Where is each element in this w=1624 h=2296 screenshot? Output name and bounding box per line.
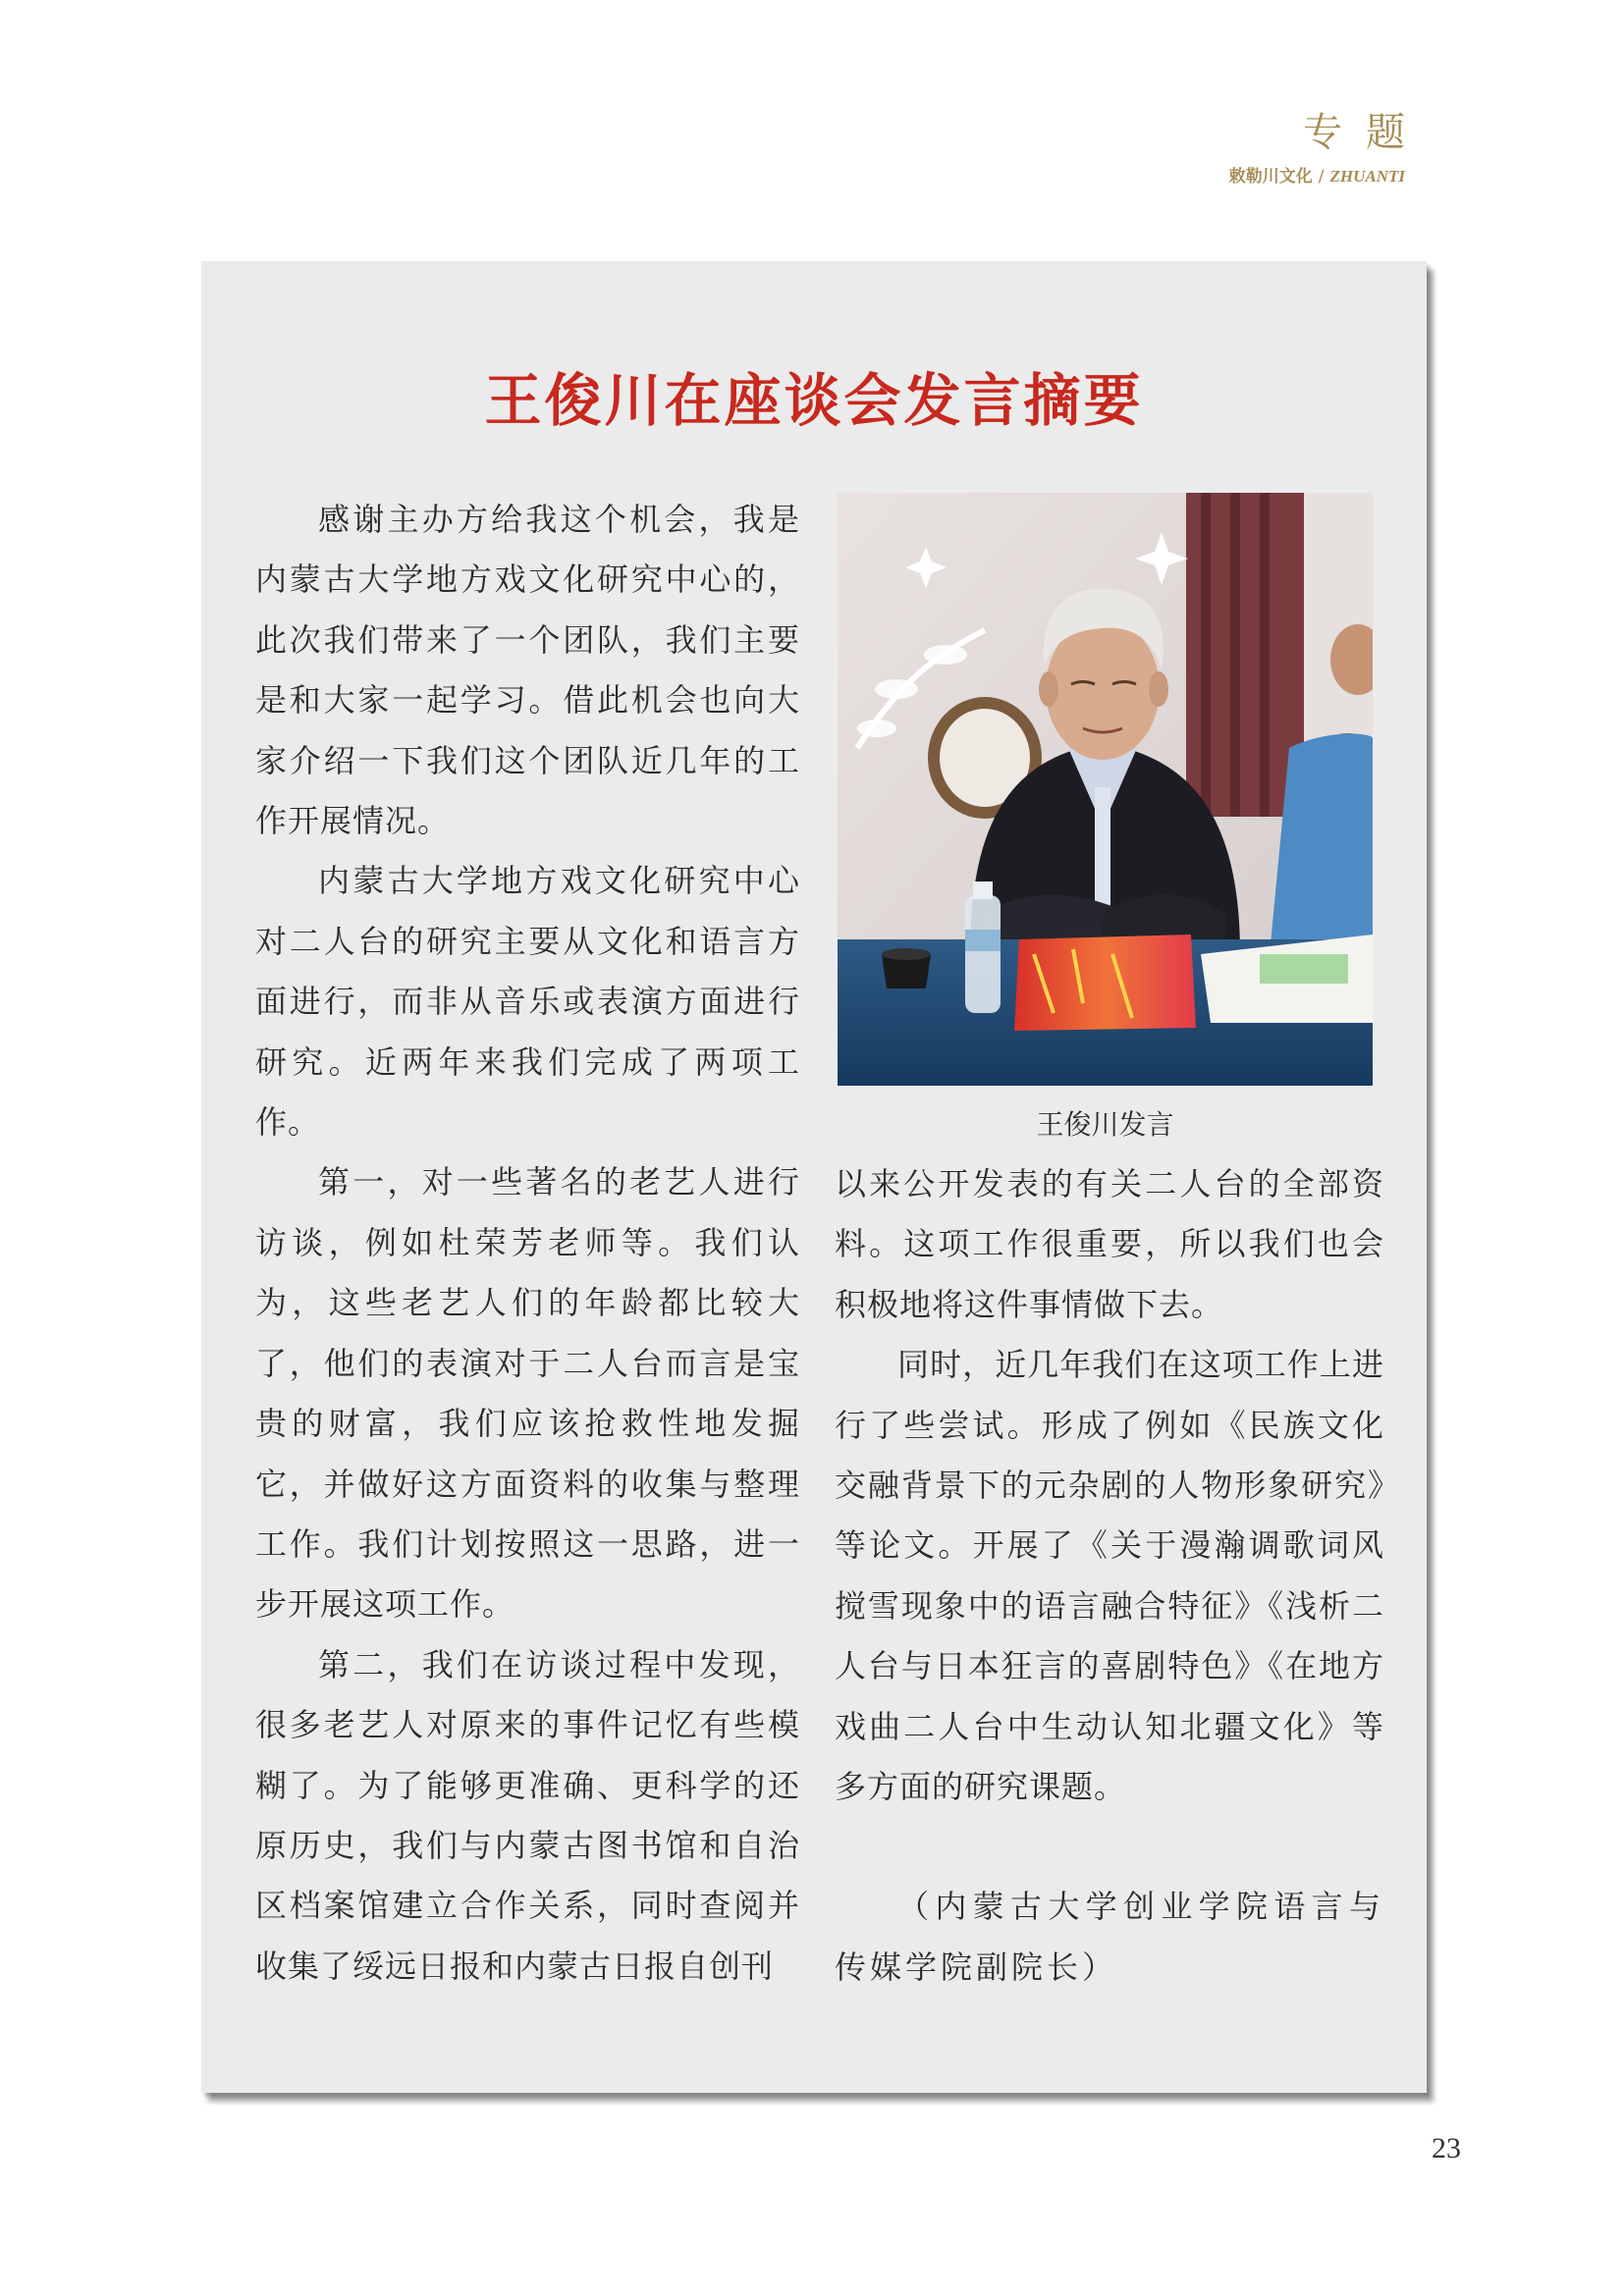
left-column <box>255 490 800 1997</box>
page-header <box>1228 110 1429 187</box>
section-name-en: ZHUANTI <box>1329 167 1405 186</box>
article-panel <box>201 261 1427 2093</box>
paragraph: 第二，我们在访谈过程中发现，很多老艺人对原来的事件记忆有些模糊了。为了能够更准确、更科学的还原历史，我们与内蒙古图书馆和自治区档案馆建立合作关系，同时查阅并收集了绥远日报和内蒙古日报自创刊 <box>255 1645 800 1985</box>
photo-illustration <box>838 493 1373 1086</box>
page-number: 23 <box>1432 2132 1461 2164</box>
section-title: 专题 <box>1303 110 1429 155</box>
photo-caption: 王俊川发言 <box>1036 1108 1174 1141</box>
paragraph: 同时，近几年我们在这项工作上进行了些尝试。形成了例如《民族文化交融背景下的元杂剧的人物形象研究》等论文。开展了《关于漫瀚调歌词风搅雪现象中的语言融合特征》《浅析二人台与日本狂言的喜剧特色》《在地方戏曲二人台中生动认知北疆文化》等多方面的研究课题。 <box>835 1346 1384 1806</box>
paragraph: 感谢主办方给我这个机会，我是内蒙古大学地方戏文化研究中心的，此次我们带来了一个团队，我们主要是和大家一起学习。借此机会也向大家介绍一下我们这个团队近几年的工作开展情况。 <box>255 501 800 840</box>
article-title: 王俊川在座谈会发言摘要 <box>484 367 1144 434</box>
author-signature: （内蒙古大学创业学院语言与传媒学院副院长） <box>835 1888 1384 1986</box>
right-column <box>835 1154 1384 1998</box>
section-name: 敕勒川文化 <box>1228 167 1313 187</box>
speaker-photo <box>838 493 1373 1086</box>
paragraph: 第一，对一些著名的老艺人进行访谈，例如杜荣芳老师等。我们认为，这些老艺人们的年龄都比较大了，他们的表演对于二人台而言是宝贵的财富，我们应该抢救性地发掘它，并做好这方面资料的收集与整理工作。我们计划按照这一思路，进一步开展这项工作。 <box>255 1163 800 1624</box>
slash-divider: / <box>1318 167 1325 187</box>
paragraph-continuation: 以来公开发表的有关二人台的全部资料。这项工作很重要，所以我们也会积极地将这件事情做下去。 <box>835 1165 1384 1323</box>
paragraph: 内蒙古大学地方戏文化研究中心对二人台的研究主要从文化和语言方面进行，而非从音乐或表演方面进行研究。近两年来我们完成了两项工作。 <box>255 862 800 1142</box>
section-subtitle <box>1229 162 1405 187</box>
